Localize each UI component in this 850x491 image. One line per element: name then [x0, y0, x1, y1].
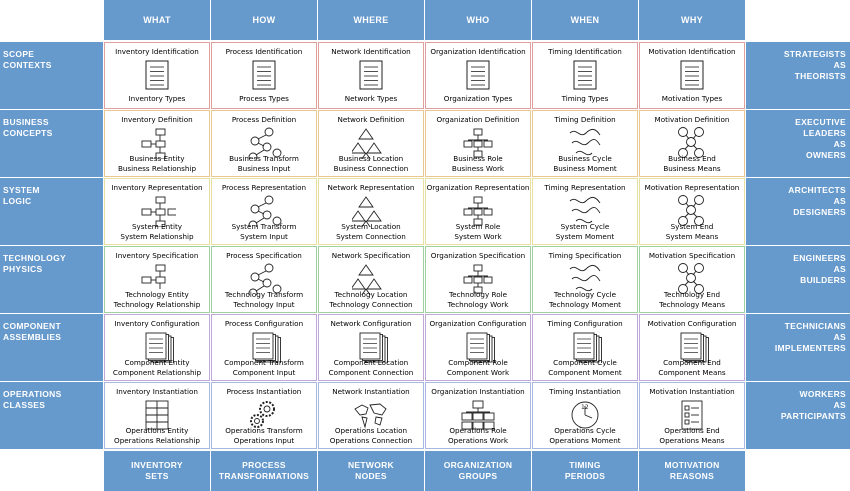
- cell-primary-label: Component Transform: [224, 358, 304, 367]
- column-footer: [318, 451, 424, 491]
- matrix-cell: [425, 178, 531, 245]
- cell-secondary-label: Operations Connection: [329, 436, 413, 445]
- cell-title: Organization Representation: [426, 183, 530, 192]
- row-label-line: OPERATIONS: [3, 389, 62, 399]
- cell-primary-label: Business Cycle: [558, 154, 612, 163]
- cell-title: Motivation Configuration: [647, 319, 737, 328]
- matrix-cell: [318, 246, 424, 313]
- column-footer-line: GROUPS: [458, 471, 498, 481]
- cell-primary-label: System Cycle: [560, 222, 610, 231]
- row-label-right: [746, 314, 850, 381]
- matrix-cell: [211, 178, 317, 245]
- row-label-left: [0, 314, 103, 381]
- cell-secondary-label: System Connection: [336, 232, 406, 241]
- row-label-right: [746, 246, 850, 313]
- cell-primary-label: Technology Role: [448, 290, 508, 299]
- matrix-cell: [211, 246, 317, 313]
- column-footer-line: TIMING: [569, 460, 601, 470]
- row-label-line: TECHNOLOGY: [3, 253, 66, 263]
- matrix-cell: [211, 314, 317, 381]
- row-label-line: PARTICIPANTS: [780, 411, 846, 421]
- matrix-cell: [532, 246, 638, 313]
- cell-title: Network Identification: [331, 47, 411, 56]
- cell-secondary-label: Component Connection: [328, 368, 414, 377]
- matrix-cell: [211, 110, 317, 177]
- column-footer-line: ORGANIZATION: [443, 460, 513, 470]
- row-label-line: AS: [833, 139, 846, 149]
- cell-title: Organization Instantiation: [431, 387, 525, 396]
- column-footer-line: TRANSFORMATIONS: [218, 471, 310, 481]
- cell-primary-label: Operations Cycle: [554, 426, 616, 435]
- cell-secondary-label: Technology Work: [447, 300, 509, 309]
- matrix-cell: [639, 110, 745, 177]
- column-footer-line: NETWORK: [347, 460, 394, 470]
- cell-primary-label: Organization Types: [443, 94, 513, 103]
- row-label-line: CONTEXTS: [3, 60, 52, 70]
- column-header-why: WHY: [639, 0, 745, 40]
- cell-title: Timing Configuration: [547, 319, 623, 328]
- matrix-cell: [425, 42, 531, 109]
- matrix-cell: [104, 314, 210, 381]
- cell-primary-label: Operations Role: [449, 426, 507, 435]
- column-header-what: WHAT: [104, 0, 210, 40]
- row-label-left: [0, 110, 103, 177]
- row-label-line: WORKERS: [799, 389, 846, 399]
- cell-title: Process Instantiation: [226, 387, 302, 396]
- cell-secondary-label: Technology Input: [233, 300, 295, 309]
- matrix-cell: [532, 110, 638, 177]
- row-label-line: DESIGNERS: [793, 207, 846, 217]
- column-footer: [639, 451, 745, 491]
- cell-title: Timing Definition: [554, 115, 616, 124]
- cell-secondary-label: Operations Relationship: [114, 436, 200, 445]
- cell-title: Inventory Definition: [121, 115, 193, 124]
- cell-primary-label: Technology Cycle: [553, 290, 617, 299]
- matrix-cell: [211, 42, 317, 109]
- cell-title: Inventory Representation: [111, 183, 203, 192]
- column-footer-line: REASONS: [669, 471, 715, 481]
- cell-title: Organization Specification: [430, 251, 526, 260]
- cell-primary-label: Technology Location: [334, 290, 408, 299]
- row-label-line: STRATEGISTS: [783, 49, 846, 59]
- column-footer: [104, 451, 210, 491]
- row-label-line: AS: [833, 196, 846, 206]
- cell-secondary-label: Component Relationship: [112, 368, 202, 377]
- column-footer-line: INVENTORY: [131, 460, 183, 470]
- matrix-cell: [104, 382, 210, 449]
- cell-title: Inventory Configuration: [114, 319, 200, 328]
- row-label-right: [746, 42, 850, 109]
- cell-secondary-label: Technology Moment: [549, 300, 621, 309]
- row-label-left: [0, 246, 103, 313]
- matrix-cell: [532, 178, 638, 245]
- matrix-cell: [104, 178, 210, 245]
- row-label-left: [0, 42, 103, 109]
- row-label-left: [0, 382, 103, 449]
- document-icon: [245, 59, 283, 91]
- cell-secondary-label: Technology Relationship: [113, 300, 201, 309]
- cell-title: Network Representation: [327, 183, 415, 192]
- cell-title: Network Instantiation: [332, 387, 410, 396]
- row-label-line: ENGINEERS: [793, 253, 846, 263]
- matrix-cell: [104, 110, 210, 177]
- matrix-cell: [318, 42, 424, 109]
- cell-primary-label: Component Role: [448, 358, 508, 367]
- cell-title: Process Specification: [226, 251, 302, 260]
- matrix-cell: [318, 110, 424, 177]
- cell-primary-label: Technology Entity: [125, 290, 189, 299]
- column-footer-line: PERIODS: [564, 471, 606, 481]
- cell-primary-label: Operations End: [664, 426, 720, 435]
- matrix-cell: [532, 382, 638, 449]
- cell-secondary-label: System Input: [240, 232, 288, 241]
- cell-title: Organization Configuration: [429, 319, 527, 328]
- svg-text:12: 12: [581, 404, 589, 411]
- cell-primary-label: Technology End: [663, 290, 721, 299]
- cell-title: Inventory Instantiation: [116, 387, 198, 396]
- row-label-line: AS: [833, 332, 846, 342]
- cell-title: Process Definition: [231, 115, 297, 124]
- cell-secondary-label: Operations Means: [659, 436, 725, 445]
- row-label-line: BUSINESS: [3, 117, 49, 127]
- cell-title: Network Definition: [337, 115, 405, 124]
- cell-secondary-label: System Moment: [555, 232, 615, 241]
- column-header-when: WHEN: [532, 0, 638, 40]
- row-label-line: LOGIC: [3, 196, 32, 206]
- cell-title: Process Identification: [225, 47, 303, 56]
- row-label-line: IMPLEMENTERS: [774, 343, 846, 353]
- row-label-right: [746, 178, 850, 245]
- cell-primary-label: System Location: [341, 222, 401, 231]
- row-label-line: PHYSICS: [3, 264, 43, 274]
- matrix-cell: [318, 178, 424, 245]
- cell-primary-label: Business Location: [338, 154, 404, 163]
- matrix-cell: [639, 314, 745, 381]
- cell-title: Motivation Instantiation: [649, 387, 735, 396]
- row-label-line: OWNERS: [805, 150, 846, 160]
- document-icon: [673, 59, 711, 91]
- cell-title: Timing Instantiation: [549, 387, 621, 396]
- document-icon: [566, 59, 604, 91]
- cell-primary-label: System Entity: [131, 222, 183, 231]
- row-label-line: CLASSES: [3, 400, 46, 410]
- matrix-cell: [318, 314, 424, 381]
- row-label-line: TECHNICIANS: [784, 321, 846, 331]
- cell-title: Timing Specification: [548, 251, 622, 260]
- row-label-line: AS: [833, 264, 846, 274]
- cell-secondary-label: Operations Input: [233, 436, 295, 445]
- matrix-cell: [425, 110, 531, 177]
- row-label-line: ASSEMBLIES: [3, 332, 62, 342]
- column-footer: [211, 451, 317, 491]
- row-label-line: EXECUTIVE: [795, 117, 846, 127]
- matrix-cell: [639, 42, 745, 109]
- matrix-cell: [104, 246, 210, 313]
- cell-secondary-label: System Relationship: [120, 232, 194, 241]
- cell-primary-label: Business Transform: [229, 154, 299, 163]
- matrix-cell: [425, 314, 531, 381]
- document-icon: [459, 59, 497, 91]
- matrix-cell: [318, 382, 424, 449]
- cell-secondary-label: Component Work: [446, 368, 510, 377]
- row-label-line: AS: [833, 60, 846, 70]
- column-header-how: HOW: [211, 0, 317, 40]
- cell-primary-label: Component End: [663, 358, 721, 367]
- matrix-cell: [104, 42, 210, 109]
- corner-blank: [746, 0, 850, 40]
- cell-secondary-label: Component Input: [232, 368, 296, 377]
- cell-primary-label: System Role: [455, 222, 501, 231]
- column-footer-line: SETS: [145, 471, 169, 481]
- cell-secondary-label: Business Connection: [333, 164, 409, 173]
- cell-primary-label: Operations Location: [334, 426, 408, 435]
- column-footer: [532, 451, 638, 491]
- cell-primary-label: Business Role: [453, 154, 503, 163]
- cell-title: Motivation Specification: [648, 251, 736, 260]
- column-header-who: WHO: [425, 0, 531, 40]
- cell-secondary-label: Business Input: [237, 164, 291, 173]
- column-footer-line: MOTIVATION: [664, 460, 720, 470]
- cell-primary-label: Component Cycle: [553, 358, 617, 367]
- cell-secondary-label: Component Means: [658, 368, 726, 377]
- cell-secondary-label: Business Means: [663, 164, 721, 173]
- cell-secondary-label: Technology Means: [659, 300, 725, 309]
- matrix-cell: [425, 246, 531, 313]
- cell-secondary-label: Business Moment: [553, 164, 617, 173]
- cell-secondary-label: Operations Moment: [549, 436, 621, 445]
- row-label-line: SCOPE: [3, 49, 35, 59]
- matrix-cell: [639, 382, 745, 449]
- cell-title: Network Specification: [331, 251, 411, 260]
- row-label-right: [746, 110, 850, 177]
- cell-primary-label: Operations Transform: [225, 426, 303, 435]
- row-label-left: [0, 178, 103, 245]
- cell-secondary-label: Operations Work: [448, 436, 508, 445]
- matrix-cell: [639, 178, 745, 245]
- cell-primary-label: System Transform: [231, 222, 297, 231]
- row-label-line: CONCEPTS: [3, 128, 53, 138]
- cell-title: Inventory Specification: [115, 251, 199, 260]
- cell-secondary-label: System Work: [454, 232, 502, 241]
- column-footer: [425, 451, 531, 491]
- row-label-line: SYSTEM: [3, 185, 40, 195]
- matrix-cell: [532, 314, 638, 381]
- cell-title: Timing Representation: [544, 183, 626, 192]
- cell-primary-label: Component Entity: [124, 358, 190, 367]
- cell-primary-label: Operations Entity: [125, 426, 189, 435]
- matrix-cell: [639, 246, 745, 313]
- matrix-cell: [211, 382, 317, 449]
- corner-blank: [746, 451, 850, 491]
- cell-title: Motivation Representation: [644, 183, 740, 192]
- cell-primary-label: Network Types: [344, 94, 398, 103]
- cell-title: Motivation Definition: [654, 115, 730, 124]
- cell-secondary-label: Business Relationship: [117, 164, 197, 173]
- document-icon: [352, 59, 390, 91]
- row-label-line: ARCHITECTS: [788, 185, 846, 195]
- cell-primary-label: Business End: [668, 154, 716, 163]
- cell-primary-label: Motivation Types: [661, 94, 723, 103]
- document-icon: [138, 59, 176, 91]
- cell-primary-label: Business Entity: [129, 154, 185, 163]
- cell-title: Process Configuration: [224, 319, 304, 328]
- cell-secondary-label: System Means: [665, 232, 719, 241]
- column-header-where: WHERE: [318, 0, 424, 40]
- cell-primary-label: Inventory Types: [128, 94, 186, 103]
- cell-title: Process Representation: [221, 183, 307, 192]
- row-label-line: BUILDERS: [800, 275, 846, 285]
- corner-blank: [0, 451, 103, 491]
- cell-title: Timing Identification: [548, 47, 622, 56]
- row-label-right: [746, 382, 850, 449]
- row-label-line: COMPONENT: [3, 321, 61, 331]
- cell-secondary-label: Business Work: [451, 164, 505, 173]
- column-footer-line: PROCESS: [242, 460, 286, 470]
- cell-secondary-label: Technology Connection: [329, 300, 413, 309]
- cell-title: Organization Definition: [436, 115, 520, 124]
- cell-primary-label: Component Location: [333, 358, 409, 367]
- row-label-line: THEORISTS: [794, 71, 846, 81]
- column-footer-line: NODES: [355, 471, 387, 481]
- cell-primary-label: System End: [670, 222, 714, 231]
- cell-title: Network Configuration: [330, 319, 412, 328]
- cell-primary-label: Timing Types: [561, 94, 609, 103]
- matrix-cell: [532, 42, 638, 109]
- cell-primary-label: Process Types: [239, 94, 289, 103]
- matrix-cell: [425, 382, 531, 449]
- cell-secondary-label: Component Moment: [548, 368, 622, 377]
- corner-blank: [0, 0, 103, 40]
- cell-primary-label: Technology Transform: [224, 290, 304, 299]
- cell-title: Inventory Identification: [115, 47, 199, 56]
- cell-title: Organization Identification: [430, 47, 526, 56]
- cell-title: Motivation Identification: [648, 47, 736, 56]
- row-label-line: AS: [833, 400, 846, 410]
- row-label-line: LEADERS: [803, 128, 846, 138]
